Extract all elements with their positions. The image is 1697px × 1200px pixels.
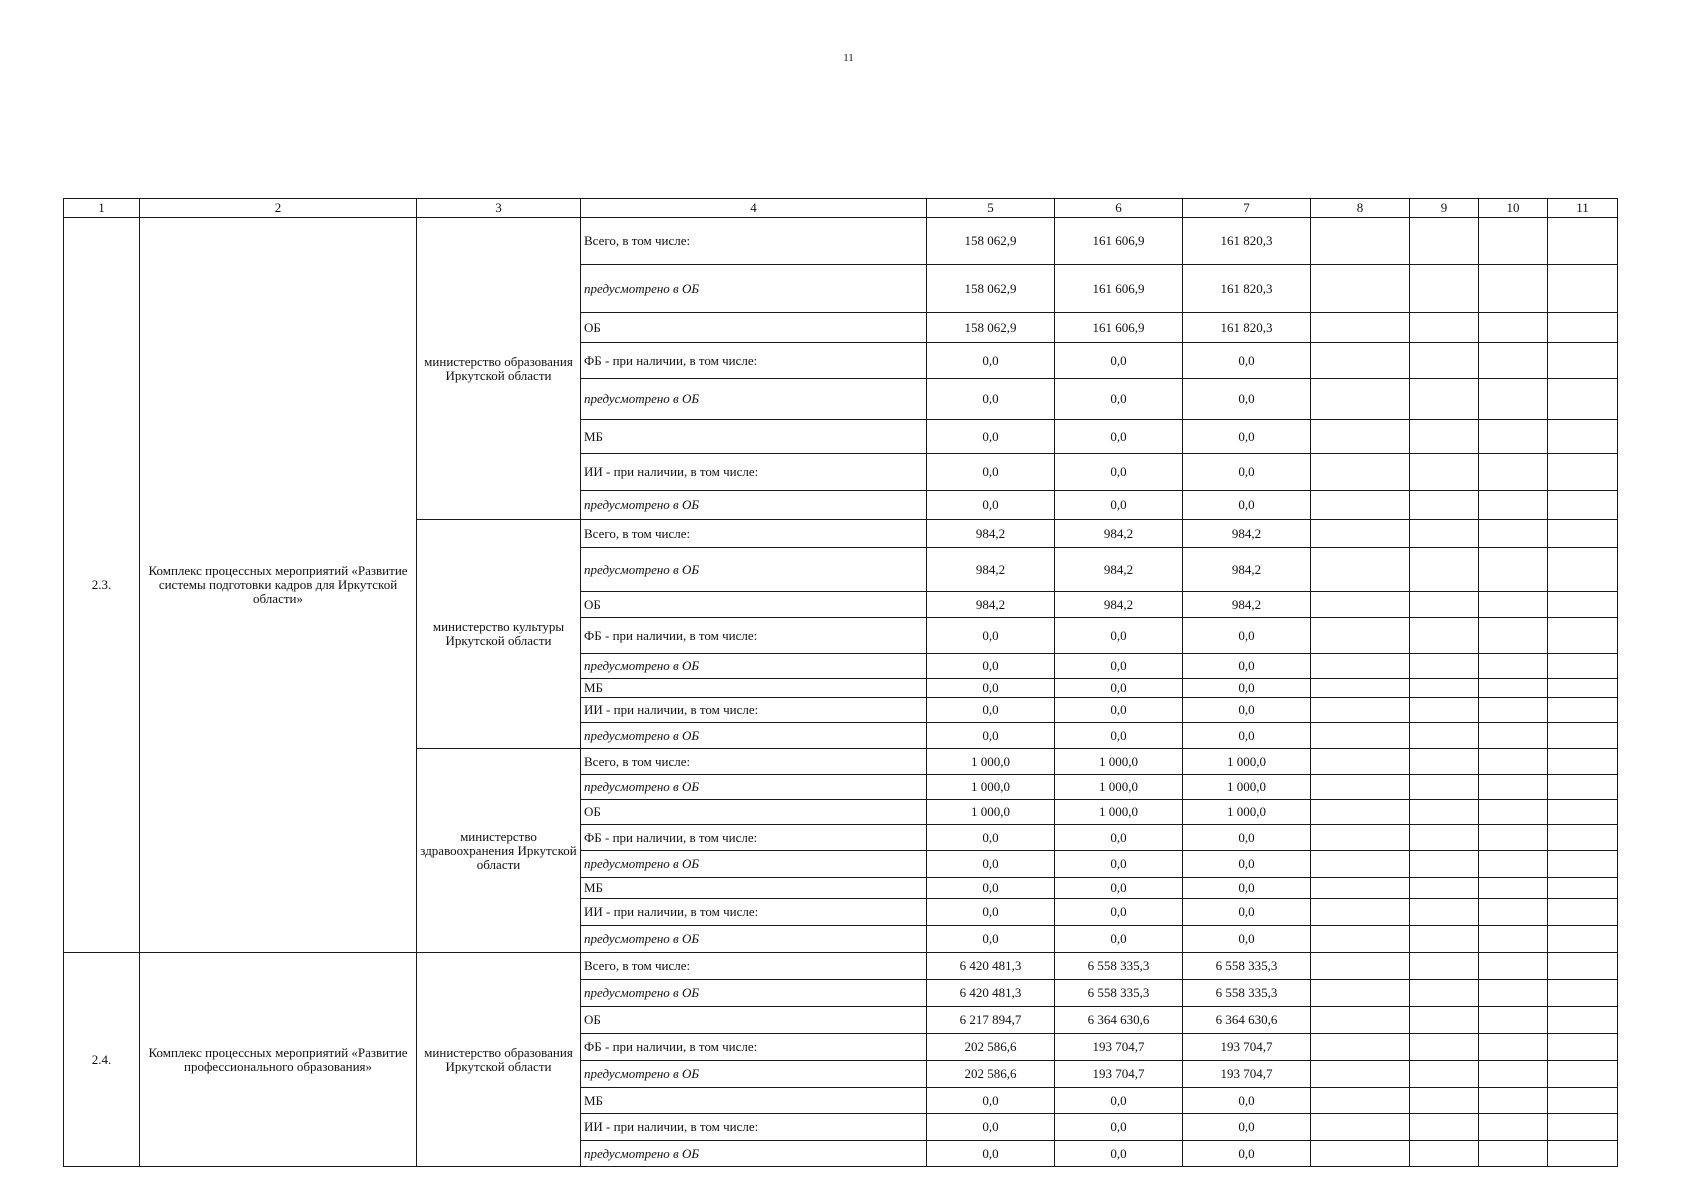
funding-source-label: МБ: [581, 420, 927, 454]
table-row: [64, 953, 1618, 980]
empty-cell-col-9: [1410, 548, 1479, 592]
empty-cell-col-11: [1548, 679, 1618, 698]
empty-cell-col-9: [1410, 1007, 1479, 1034]
funding-source-label: ФБ - при наличии, в том числе:: [581, 618, 927, 654]
column-number: 9: [1410, 199, 1479, 218]
amount-year-col-5: 0,0: [927, 1141, 1055, 1167]
amount-year-col-6: 1 000,0: [1055, 800, 1183, 825]
amount-year-col-5: 0,0: [927, 851, 1055, 878]
empty-cell-col-10: [1479, 980, 1548, 1007]
funding-source-label: ИИ - при наличии, в том числе:: [581, 1114, 927, 1141]
funding-source-label: предусмотрено в ОБ: [581, 548, 927, 592]
amount-year-col-5: 984,2: [927, 548, 1055, 592]
funding-source-label: ИИ - при наличии, в том числе:: [581, 899, 927, 926]
budget-table: [63, 198, 1618, 1167]
empty-cell-col-9: [1410, 749, 1479, 775]
empty-cell-col-10: [1479, 265, 1548, 313]
amount-year-col-7: 0,0: [1183, 899, 1311, 926]
empty-cell-col-11: [1548, 218, 1618, 265]
empty-cell-col-9: [1410, 1114, 1479, 1141]
amount-year-col-5: 158 062,9: [927, 218, 1055, 265]
amount-year-col-7: 1 000,0: [1183, 749, 1311, 775]
empty-cell-col-9: [1410, 265, 1479, 313]
empty-cell-col-9: [1410, 491, 1479, 520]
empty-cell-col-10: [1479, 379, 1548, 420]
amount-year-col-7: 6 558 335,3: [1183, 953, 1311, 980]
empty-cell-col-8: [1311, 800, 1410, 825]
empty-cell-col-10: [1479, 454, 1548, 491]
funding-source-label: ОБ: [581, 592, 927, 618]
amount-year-col-7: 0,0: [1183, 1088, 1311, 1114]
empty-cell-col-8: [1311, 775, 1410, 800]
empty-cell-col-9: [1410, 825, 1479, 851]
amount-year-col-5: 1 000,0: [927, 800, 1055, 825]
empty-cell-col-8: [1311, 1114, 1410, 1141]
amount-year-col-5: 0,0: [927, 491, 1055, 520]
amount-year-col-6: 0,0: [1055, 491, 1183, 520]
funding-source-label: Всего, в том числе:: [581, 749, 927, 775]
amount-year-col-6: 161 606,9: [1055, 265, 1183, 313]
empty-cell-col-8: [1311, 953, 1410, 980]
empty-cell-col-11: [1548, 548, 1618, 592]
empty-cell-col-8: [1311, 1007, 1410, 1034]
amount-year-col-6: 6 558 335,3: [1055, 953, 1183, 980]
empty-cell-col-10: [1479, 1034, 1548, 1061]
empty-cell-col-8: [1311, 454, 1410, 491]
empty-cell-col-11: [1548, 1007, 1618, 1034]
empty-cell-col-10: [1479, 749, 1548, 775]
empty-cell-col-9: [1410, 520, 1479, 548]
empty-cell-col-8: [1311, 379, 1410, 420]
empty-cell-col-9: [1410, 654, 1479, 679]
empty-cell-col-9: [1410, 698, 1479, 723]
empty-cell-col-11: [1548, 749, 1618, 775]
empty-cell-col-9: [1410, 1061, 1479, 1088]
empty-cell-col-9: [1410, 980, 1479, 1007]
funding-source-label: ФБ - при наличии, в том числе:: [581, 1034, 927, 1061]
empty-cell-col-8: [1311, 1034, 1410, 1061]
column-number: 2: [140, 199, 417, 218]
empty-cell-col-9: [1410, 1088, 1479, 1114]
amount-year-col-5: 0,0: [927, 654, 1055, 679]
funding-source-label: ОБ: [581, 313, 927, 343]
amount-year-col-5: 0,0: [927, 454, 1055, 491]
funding-source-label: ОБ: [581, 1007, 927, 1034]
amount-year-col-6: 984,2: [1055, 548, 1183, 592]
empty-cell-col-11: [1548, 825, 1618, 851]
amount-year-col-7: 0,0: [1183, 420, 1311, 454]
funding-source-label: предусмотрено в ОБ: [581, 926, 927, 953]
empty-cell-col-10: [1479, 698, 1548, 723]
amount-year-col-6: 0,0: [1055, 1141, 1183, 1167]
amount-year-col-6: 0,0: [1055, 654, 1183, 679]
column-number: 4: [581, 199, 927, 218]
empty-cell-col-9: [1410, 454, 1479, 491]
empty-cell-col-11: [1548, 953, 1618, 980]
funding-source-label: предусмотрено в ОБ: [581, 265, 927, 313]
empty-cell-col-8: [1311, 343, 1410, 379]
amount-year-col-7: 0,0: [1183, 825, 1311, 851]
empty-cell-col-10: [1479, 592, 1548, 618]
funding-source-label: предусмотрено в ОБ: [581, 851, 927, 878]
empty-cell-col-10: [1479, 953, 1548, 980]
column-number: 5: [927, 199, 1055, 218]
empty-cell-col-11: [1548, 878, 1618, 899]
amount-year-col-7: 193 704,7: [1183, 1034, 1311, 1061]
empty-cell-col-9: [1410, 723, 1479, 749]
amount-year-col-5: 0,0: [927, 899, 1055, 926]
empty-cell-col-9: [1410, 851, 1479, 878]
amount-year-col-7: 0,0: [1183, 343, 1311, 379]
column-number: 6: [1055, 199, 1183, 218]
empty-cell-col-10: [1479, 679, 1548, 698]
empty-cell-col-10: [1479, 618, 1548, 654]
empty-cell-col-11: [1548, 926, 1618, 953]
funding-source-label: МБ: [581, 878, 927, 899]
funding-source-label: МБ: [581, 679, 927, 698]
empty-cell-col-10: [1479, 1007, 1548, 1034]
amount-year-col-6: 6 364 630,6: [1055, 1007, 1183, 1034]
funding-source-label: предусмотрено в ОБ: [581, 775, 927, 800]
funding-source-label: ФБ - при наличии, в том числе:: [581, 343, 927, 379]
amount-year-col-6: 984,2: [1055, 592, 1183, 618]
empty-cell-col-11: [1548, 343, 1618, 379]
empty-cell-col-8: [1311, 218, 1410, 265]
amount-year-col-5: 0,0: [927, 698, 1055, 723]
empty-cell-col-11: [1548, 1034, 1618, 1061]
amount-year-col-7: 984,2: [1183, 548, 1311, 592]
amount-year-col-6: 0,0: [1055, 899, 1183, 926]
amount-year-col-5: 158 062,9: [927, 265, 1055, 313]
amount-year-col-7: 0,0: [1183, 851, 1311, 878]
amount-year-col-6: 0,0: [1055, 723, 1183, 749]
empty-cell-col-8: [1311, 698, 1410, 723]
amount-year-col-7: 193 704,7: [1183, 1061, 1311, 1088]
empty-cell-col-8: [1311, 548, 1410, 592]
empty-cell-col-8: [1311, 825, 1410, 851]
responsible-executor: министерство образования Иркутской области: [417, 953, 581, 1167]
amount-year-col-5: 0,0: [927, 420, 1055, 454]
empty-cell-col-8: [1311, 723, 1410, 749]
amount-year-col-6: 193 704,7: [1055, 1034, 1183, 1061]
empty-cell-col-11: [1548, 980, 1618, 1007]
amount-year-col-6: 0,0: [1055, 1114, 1183, 1141]
section-index: 2.4.: [64, 953, 140, 1167]
amount-year-col-7: 0,0: [1183, 698, 1311, 723]
empty-cell-col-10: [1479, 878, 1548, 899]
empty-cell-col-8: [1311, 491, 1410, 520]
amount-year-col-5: 0,0: [927, 379, 1055, 420]
empty-cell-col-9: [1410, 899, 1479, 926]
empty-cell-col-8: [1311, 1061, 1410, 1088]
column-number: 7: [1183, 199, 1311, 218]
empty-cell-col-8: [1311, 749, 1410, 775]
section-name: Комплекс процессных мероприятий «Развитие профессионального образования»: [140, 953, 417, 1167]
funding-source-label: предусмотрено в ОБ: [581, 654, 927, 679]
amount-year-col-7: 0,0: [1183, 454, 1311, 491]
amount-year-col-6: 0,0: [1055, 825, 1183, 851]
amount-year-col-6: 1 000,0: [1055, 749, 1183, 775]
amount-year-col-5: 0,0: [927, 723, 1055, 749]
empty-cell-col-11: [1548, 1114, 1618, 1141]
amount-year-col-7: 1 000,0: [1183, 775, 1311, 800]
empty-cell-col-8: [1311, 1141, 1410, 1167]
amount-year-col-6: 1 000,0: [1055, 775, 1183, 800]
funding-source-label: предусмотрено в ОБ: [581, 723, 927, 749]
amount-year-col-5: 6 420 481,3: [927, 980, 1055, 1007]
empty-cell-col-8: [1311, 265, 1410, 313]
funding-source-label: предусмотрено в ОБ: [581, 379, 927, 420]
empty-cell-col-10: [1479, 654, 1548, 679]
empty-cell-col-10: [1479, 723, 1548, 749]
amount-year-col-6: 0,0: [1055, 679, 1183, 698]
amount-year-col-6: 6 558 335,3: [1055, 980, 1183, 1007]
amount-year-col-6: 0,0: [1055, 851, 1183, 878]
empty-cell-col-10: [1479, 775, 1548, 800]
empty-cell-col-11: [1548, 899, 1618, 926]
empty-cell-col-10: [1479, 1114, 1548, 1141]
empty-cell-col-10: [1479, 313, 1548, 343]
amount-year-col-7: 984,2: [1183, 520, 1311, 548]
amount-year-col-5: 0,0: [927, 825, 1055, 851]
amount-year-col-7: 0,0: [1183, 491, 1311, 520]
empty-cell-col-9: [1410, 775, 1479, 800]
empty-cell-col-8: [1311, 851, 1410, 878]
empty-cell-col-11: [1548, 775, 1618, 800]
amount-year-col-5: 158 062,9: [927, 313, 1055, 343]
amount-year-col-7: 0,0: [1183, 723, 1311, 749]
responsible-executor: министерство здравоохранения Иркутской области: [417, 749, 581, 953]
section-index: 2.3.: [64, 218, 140, 953]
amount-year-col-7: 1 000,0: [1183, 800, 1311, 825]
empty-cell-col-11: [1548, 1088, 1618, 1114]
amount-year-col-5: 0,0: [927, 878, 1055, 899]
amount-year-col-7: 0,0: [1183, 679, 1311, 698]
amount-year-col-5: 0,0: [927, 343, 1055, 379]
amount-year-col-6: 0,0: [1055, 878, 1183, 899]
section-name: Комплекс процессных мероприятий «Развитие системы подготовки кадров для Иркутской области»: [140, 218, 417, 953]
amount-year-col-5: 0,0: [927, 1114, 1055, 1141]
empty-cell-col-8: [1311, 618, 1410, 654]
amount-year-col-5: 202 586,6: [927, 1061, 1055, 1088]
empty-cell-col-9: [1410, 1141, 1479, 1167]
amount-year-col-7: 0,0: [1183, 1141, 1311, 1167]
empty-cell-col-8: [1311, 520, 1410, 548]
amount-year-col-5: 1 000,0: [927, 775, 1055, 800]
amount-year-col-7: 984,2: [1183, 592, 1311, 618]
empty-cell-col-8: [1311, 313, 1410, 343]
empty-cell-col-11: [1548, 1141, 1618, 1167]
table-row: [64, 218, 1618, 265]
funding-source-label: МБ: [581, 1088, 927, 1114]
empty-cell-col-10: [1479, 851, 1548, 878]
amount-year-col-6: 0,0: [1055, 1088, 1183, 1114]
amount-year-col-5: 0,0: [927, 926, 1055, 953]
empty-cell-col-10: [1479, 420, 1548, 454]
amount-year-col-5: 984,2: [927, 592, 1055, 618]
empty-cell-col-11: [1548, 592, 1618, 618]
empty-cell-col-10: [1479, 899, 1548, 926]
empty-cell-col-9: [1410, 926, 1479, 953]
amount-year-col-5: 202 586,6: [927, 1034, 1055, 1061]
empty-cell-col-9: [1410, 953, 1479, 980]
funding-source-label: ИИ - при наличии, в том числе:: [581, 698, 927, 723]
empty-cell-col-10: [1479, 218, 1548, 265]
column-number: 11: [1548, 199, 1618, 218]
amount-year-col-7: 161 820,3: [1183, 218, 1311, 265]
empty-cell-col-11: [1548, 454, 1618, 491]
empty-cell-col-9: [1410, 218, 1479, 265]
empty-cell-col-10: [1479, 491, 1548, 520]
empty-cell-col-9: [1410, 1034, 1479, 1061]
amount-year-col-7: 6 558 335,3: [1183, 980, 1311, 1007]
amount-year-col-5: 6 420 481,3: [927, 953, 1055, 980]
amount-year-col-6: 0,0: [1055, 698, 1183, 723]
funding-source-label: предусмотрено в ОБ: [581, 1141, 927, 1167]
amount-year-col-7: 0,0: [1183, 654, 1311, 679]
empty-cell-col-11: [1548, 800, 1618, 825]
amount-year-col-6: 0,0: [1055, 379, 1183, 420]
empty-cell-col-11: [1548, 654, 1618, 679]
funding-source-label: ИИ - при наличии, в том числе:: [581, 454, 927, 491]
empty-cell-col-8: [1311, 1088, 1410, 1114]
empty-cell-col-8: [1311, 878, 1410, 899]
header-row: [64, 199, 1618, 218]
empty-cell-col-9: [1410, 313, 1479, 343]
empty-cell-col-11: [1548, 491, 1618, 520]
amount-year-col-5: 0,0: [927, 1088, 1055, 1114]
empty-cell-col-11: [1548, 851, 1618, 878]
column-number: 8: [1311, 199, 1410, 218]
empty-cell-col-10: [1479, 343, 1548, 379]
empty-cell-col-9: [1410, 878, 1479, 899]
empty-cell-col-9: [1410, 379, 1479, 420]
amount-year-col-6: 0,0: [1055, 618, 1183, 654]
empty-cell-col-9: [1410, 343, 1479, 379]
empty-cell-col-9: [1410, 592, 1479, 618]
amount-year-col-7: 0,0: [1183, 618, 1311, 654]
amount-year-col-5: 0,0: [927, 618, 1055, 654]
empty-cell-col-11: [1548, 723, 1618, 749]
amount-year-col-7: 6 364 630,6: [1183, 1007, 1311, 1034]
empty-cell-col-11: [1548, 618, 1618, 654]
empty-cell-col-8: [1311, 592, 1410, 618]
empty-cell-col-9: [1410, 679, 1479, 698]
empty-cell-col-11: [1548, 698, 1618, 723]
empty-cell-col-8: [1311, 899, 1410, 926]
funding-source-label: Всего, в том числе:: [581, 953, 927, 980]
responsible-executor: министерство образования Иркутской области: [417, 218, 581, 520]
empty-cell-col-10: [1479, 1061, 1548, 1088]
funding-source-label: предусмотрено в ОБ: [581, 491, 927, 520]
amount-year-col-5: 6 217 894,7: [927, 1007, 1055, 1034]
empty-cell-col-9: [1410, 420, 1479, 454]
column-number: 10: [1479, 199, 1548, 218]
empty-cell-col-11: [1548, 520, 1618, 548]
empty-cell-col-10: [1479, 1088, 1548, 1114]
amount-year-col-6: 984,2: [1055, 520, 1183, 548]
empty-cell-col-8: [1311, 654, 1410, 679]
amount-year-col-7: 161 820,3: [1183, 313, 1311, 343]
amount-year-col-7: 0,0: [1183, 878, 1311, 899]
empty-cell-col-8: [1311, 679, 1410, 698]
funding-source-label: ФБ - при наличии, в том числе:: [581, 825, 927, 851]
page-number: 11: [843, 52, 854, 64]
empty-cell-col-8: [1311, 420, 1410, 454]
amount-year-col-6: 0,0: [1055, 343, 1183, 379]
amount-year-col-6: 0,0: [1055, 420, 1183, 454]
empty-cell-col-9: [1410, 618, 1479, 654]
amount-year-col-6: 0,0: [1055, 454, 1183, 491]
empty-cell-col-10: [1479, 548, 1548, 592]
amount-year-col-6: 161 606,9: [1055, 218, 1183, 265]
responsible-executor: министерство культуры Иркутской области: [417, 520, 581, 749]
amount-year-col-7: 0,0: [1183, 926, 1311, 953]
funding-source-label: предусмотрено в ОБ: [581, 980, 927, 1007]
amount-year-col-6: 193 704,7: [1055, 1061, 1183, 1088]
amount-year-col-7: 0,0: [1183, 1114, 1311, 1141]
empty-cell-col-11: [1548, 1061, 1618, 1088]
column-number: 3: [417, 199, 581, 218]
empty-cell-col-10: [1479, 825, 1548, 851]
empty-cell-col-10: [1479, 800, 1548, 825]
amount-year-col-5: 984,2: [927, 520, 1055, 548]
funding-source-label: Всего, в том числе:: [581, 218, 927, 265]
amount-year-col-7: 161 820,3: [1183, 265, 1311, 313]
amount-year-col-5: 1 000,0: [927, 749, 1055, 775]
funding-source-label: ОБ: [581, 800, 927, 825]
empty-cell-col-10: [1479, 1141, 1548, 1167]
empty-cell-col-11: [1548, 420, 1618, 454]
empty-cell-col-11: [1548, 313, 1618, 343]
empty-cell-col-8: [1311, 926, 1410, 953]
empty-cell-col-10: [1479, 520, 1548, 548]
amount-year-col-6: 0,0: [1055, 926, 1183, 953]
empty-cell-col-11: [1548, 265, 1618, 313]
empty-cell-col-9: [1410, 800, 1479, 825]
column-number: 1: [64, 199, 140, 218]
empty-cell-col-10: [1479, 926, 1548, 953]
amount-year-col-5: 0,0: [927, 679, 1055, 698]
empty-cell-col-8: [1311, 980, 1410, 1007]
amount-year-col-6: 161 606,9: [1055, 313, 1183, 343]
amount-year-col-7: 0,0: [1183, 379, 1311, 420]
empty-cell-col-11: [1548, 379, 1618, 420]
funding-source-label: Всего, в том числе:: [581, 520, 927, 548]
funding-source-label: предусмотрено в ОБ: [581, 1061, 927, 1088]
